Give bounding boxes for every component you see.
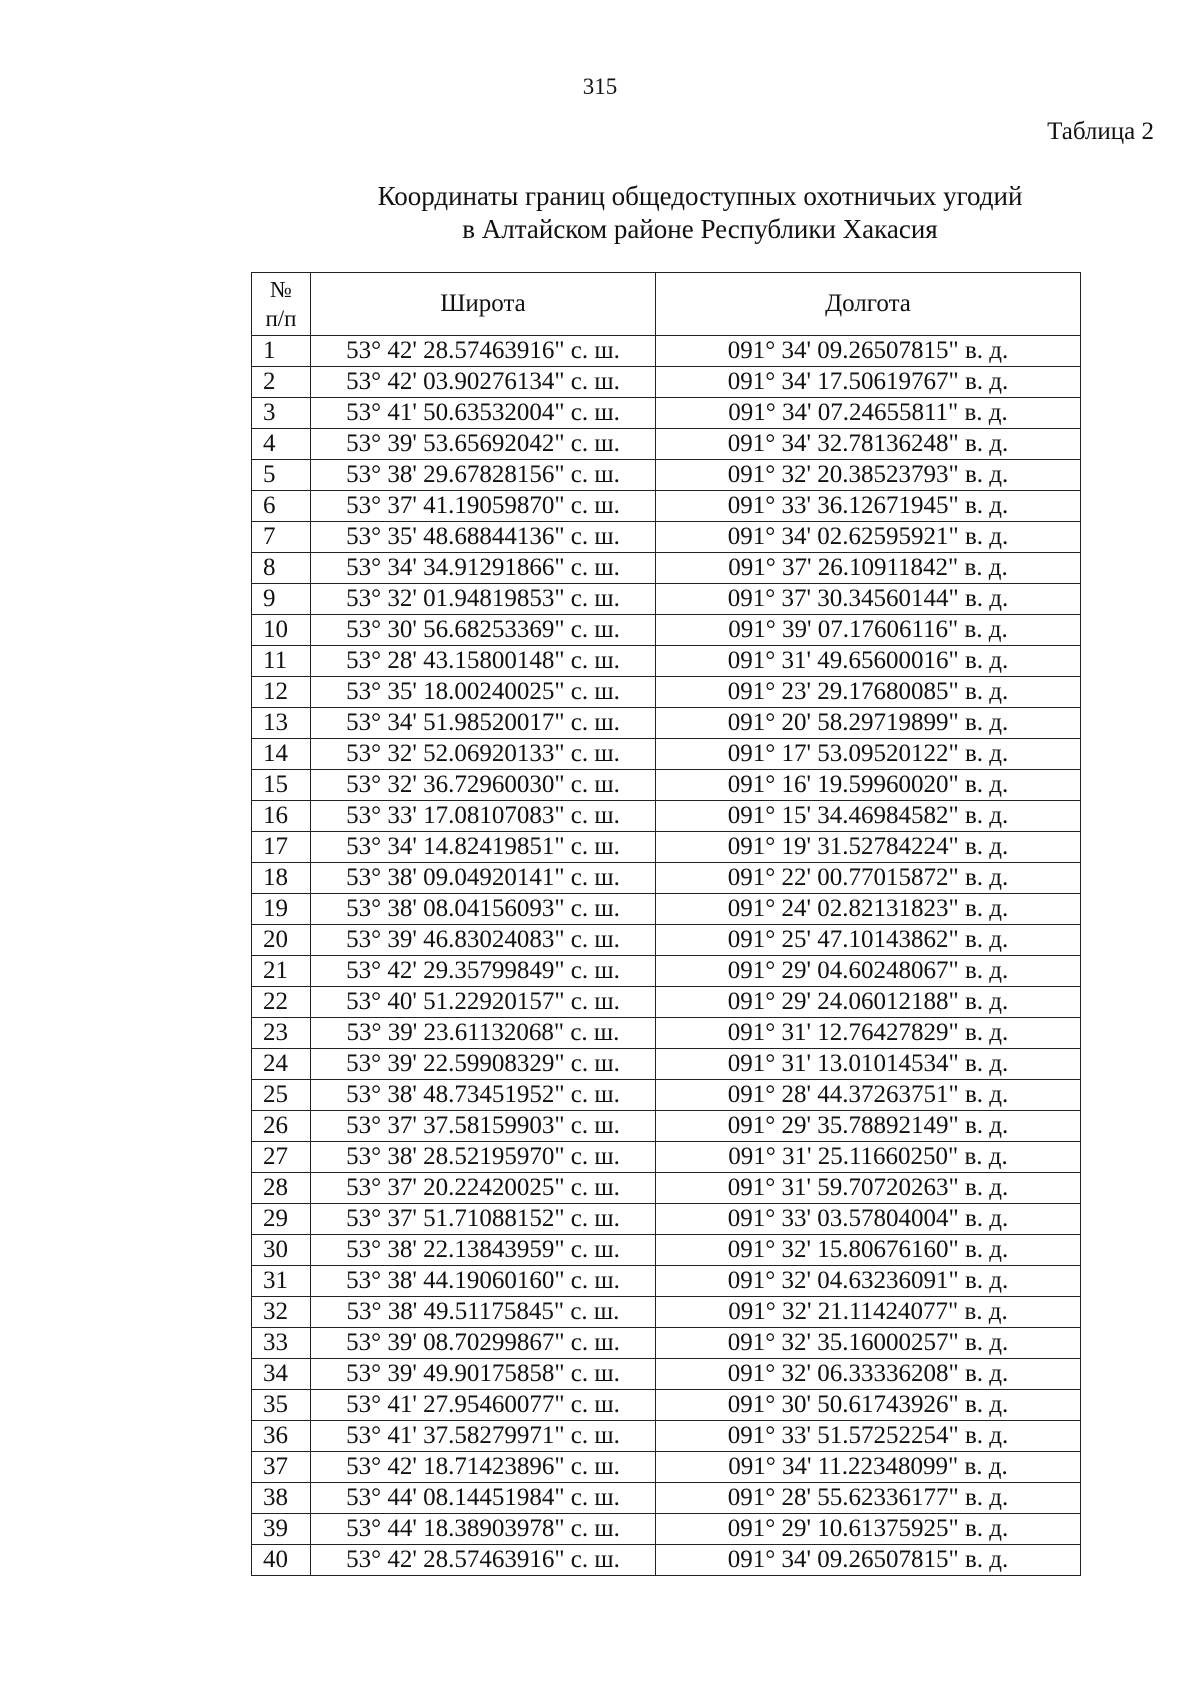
latitude-cell: 53° 33' 17.08107083" с. ш. [311, 801, 656, 832]
row-number-cell: 11 [252, 646, 311, 677]
table-row [252, 1359, 1081, 1390]
latitude-cell: 53° 39' 23.61132068" с. ш. [311, 1018, 656, 1049]
latitude-cell: 53° 38' 09.04920141" с. ш. [311, 863, 656, 894]
longitude-cell: 091° 24' 02.82131823" в. д. [656, 894, 1081, 925]
longitude-cell: 091° 32' 20.38523793" в. д. [656, 460, 1081, 491]
latitude-cell: 53° 42' 28.57463916" с. ш. [311, 336, 656, 367]
latitude-cell: 53° 44' 08.14451984" с. ш. [311, 1483, 656, 1514]
longitude-cell: 091° 32' 35.16000257" в. д. [656, 1328, 1081, 1359]
table-row [252, 677, 1081, 708]
row-number-cell: 5 [252, 460, 311, 491]
table-body [252, 336, 1081, 1576]
latitude-cell: 53° 42' 18.71423896" с. ш. [311, 1452, 656, 1483]
longitude-cell: 091° 15' 34.46984582" в. д. [656, 801, 1081, 832]
row-number-cell: 20 [252, 925, 311, 956]
longitude-cell: 091° 31' 25.11660250" в. д. [656, 1142, 1081, 1173]
row-number-cell: 38 [252, 1483, 311, 1514]
row-number-cell: 12 [252, 677, 311, 708]
latitude-cell: 53° 38' 28.52195970" с. ш. [311, 1142, 656, 1173]
table-row [252, 1514, 1081, 1545]
table-row [252, 987, 1081, 1018]
latitude-cell: 53° 34' 34.91291866" с. ш. [311, 553, 656, 584]
latitude-cell: 53° 30' 56.68253369" с. ш. [311, 615, 656, 646]
longitude-cell: 091° 22' 00.77015872" в. д. [656, 863, 1081, 894]
table-row [252, 801, 1081, 832]
latitude-cell: 53° 38' 48.73451952" с. ш. [311, 1080, 656, 1111]
longitude-cell: 091° 23' 29.17680085" в. д. [656, 677, 1081, 708]
row-number-cell: 31 [252, 1266, 311, 1297]
table-row [252, 1297, 1081, 1328]
latitude-cell: 53° 42' 28.57463916" с. ш. [311, 1545, 656, 1576]
row-number-cell: 39 [252, 1514, 311, 1545]
table-row [252, 460, 1081, 491]
table-row [252, 1545, 1081, 1576]
row-number-cell: 13 [252, 708, 311, 739]
longitude-cell: 091° 32' 06.33336208" в. д. [656, 1359, 1081, 1390]
document-title-line-2: в Алтайском районе Республики Хакасия [462, 214, 938, 244]
row-number-cell: 14 [252, 739, 311, 770]
table-row [252, 646, 1081, 677]
table-row [252, 398, 1081, 429]
longitude-cell: 091° 29' 35.78892149" в. д. [656, 1111, 1081, 1142]
row-number-cell: 3 [252, 398, 311, 429]
row-number-cell: 8 [252, 553, 311, 584]
row-number-cell: 28 [252, 1173, 311, 1204]
row-number-cell: 34 [252, 1359, 311, 1390]
row-number-cell: 6 [252, 491, 311, 522]
row-number-cell: 9 [252, 584, 311, 615]
row-number-cell: 16 [252, 801, 311, 832]
longitude-cell: 091° 32' 21.11424077" в. д. [656, 1297, 1081, 1328]
longitude-cell: 091° 19' 31.52784224" в. д. [656, 832, 1081, 863]
latitude-cell: 53° 28' 43.15800148" с. ш. [311, 646, 656, 677]
longitude-cell: 091° 34' 17.50619767" в. д. [656, 367, 1081, 398]
row-number-cell: 2 [252, 367, 311, 398]
longitude-cell: 091° 31' 12.76427829" в. д. [656, 1018, 1081, 1049]
longitude-cell: 091° 34' 09.26507815" в. д. [656, 1545, 1081, 1576]
longitude-cell: 091° 34' 11.22348099" в. д. [656, 1452, 1081, 1483]
latitude-cell: 53° 37' 37.58159903" с. ш. [311, 1111, 656, 1142]
latitude-cell: 53° 38' 49.51175845" с. ш. [311, 1297, 656, 1328]
table-row [252, 863, 1081, 894]
longitude-cell: 091° 30' 50.61743926" в. д. [656, 1390, 1081, 1421]
table-row [252, 429, 1081, 460]
column-header-number [252, 273, 311, 336]
longitude-cell: 091° 33' 51.57252254" в. д. [656, 1421, 1081, 1452]
table-row [252, 708, 1081, 739]
row-number-cell: 7 [252, 522, 311, 553]
table-row [252, 1142, 1081, 1173]
latitude-cell: 53° 39' 08.70299867" с. ш. [311, 1328, 656, 1359]
row-number-cell: 37 [252, 1452, 311, 1483]
table-row [252, 1328, 1081, 1359]
table-row [252, 1111, 1081, 1142]
column-header-latitude: Широта [311, 273, 656, 336]
longitude-cell: 091° 34' 09.26507815" в. д. [656, 336, 1081, 367]
longitude-cell: 091° 37' 26.10911842" в. д. [656, 553, 1081, 584]
longitude-cell: 091° 29' 24.06012188" в. д. [656, 987, 1081, 1018]
longitude-cell: 091° 31' 13.01014534" в. д. [656, 1049, 1081, 1080]
table-row [252, 1483, 1081, 1514]
row-number-cell: 19 [252, 894, 311, 925]
document-title [250, 180, 1150, 246]
column-header-number-line-1: № [270, 277, 292, 302]
longitude-cell: 091° 32' 15.80676160" в. д. [656, 1235, 1081, 1266]
table-row [252, 584, 1081, 615]
latitude-cell: 53° 38' 29.67828156" с. ш. [311, 460, 656, 491]
row-number-cell: 18 [252, 863, 311, 894]
latitude-cell: 53° 41' 27.95460077" с. ш. [311, 1390, 656, 1421]
longitude-cell: 091° 20' 58.29719899" в. д. [656, 708, 1081, 739]
row-number-cell: 29 [252, 1204, 311, 1235]
table-row [252, 491, 1081, 522]
latitude-cell: 53° 42' 03.90276134" с. ш. [311, 367, 656, 398]
row-number-cell: 4 [252, 429, 311, 460]
table-row [252, 1204, 1081, 1235]
latitude-cell: 53° 37' 20.22420025" с. ш. [311, 1173, 656, 1204]
table-row [252, 1173, 1081, 1204]
table-row [252, 1018, 1081, 1049]
latitude-cell: 53° 32' 36.72960030" с. ш. [311, 770, 656, 801]
column-header-number-line-2: п/п [265, 306, 297, 331]
table-row [252, 1452, 1081, 1483]
longitude-cell: 091° 37' 30.34560144" в. д. [656, 584, 1081, 615]
latitude-cell: 53° 35' 48.68844136" с. ш. [311, 522, 656, 553]
latitude-cell: 53° 38' 22.13843959" с. ш. [311, 1235, 656, 1266]
table-row [252, 894, 1081, 925]
latitude-cell: 53° 41' 37.58279971" с. ш. [311, 1421, 656, 1452]
table-row [252, 1235, 1081, 1266]
latitude-cell: 53° 34' 51.98520017" с. ш. [311, 708, 656, 739]
row-number-cell: 21 [252, 956, 311, 987]
longitude-cell: 091° 28' 55.62336177" в. д. [656, 1483, 1081, 1514]
row-number-cell: 27 [252, 1142, 311, 1173]
latitude-cell: 53° 37' 51.71088152" с. ш. [311, 1204, 656, 1235]
longitude-cell: 091° 31' 49.65600016" в. д. [656, 646, 1081, 677]
longitude-cell: 091° 17' 53.09520122" в. д. [656, 739, 1081, 770]
column-header-longitude: Долгота [656, 273, 1081, 336]
longitude-cell: 091° 33' 03.57804004" в. д. [656, 1204, 1081, 1235]
longitude-cell: 091° 31' 59.70720263" в. д. [656, 1173, 1081, 1204]
document-title-line-1: Координаты границ общедоступных охотничьих угодий [377, 181, 1023, 211]
row-number-cell: 32 [252, 1297, 311, 1328]
page-number: 315 [582, 74, 618, 99]
longitude-cell: 091° 29' 04.60248067" в. д. [656, 956, 1081, 987]
row-number-cell: 40 [252, 1545, 311, 1576]
table-row [252, 956, 1081, 987]
longitude-cell: 091° 39' 07.17606116" в. д. [656, 615, 1081, 646]
latitude-cell: 53° 35' 18.00240025" с. ш. [311, 677, 656, 708]
row-number-cell: 35 [252, 1390, 311, 1421]
row-number-cell: 23 [252, 1018, 311, 1049]
table-row [252, 832, 1081, 863]
longitude-cell: 091° 29' 10.61375925" в. д. [656, 1514, 1081, 1545]
row-number-cell: 22 [252, 987, 311, 1018]
row-number-cell: 15 [252, 770, 311, 801]
latitude-cell: 53° 39' 53.65692042" с. ш. [311, 429, 656, 460]
table-row [252, 522, 1081, 553]
row-number-cell: 24 [252, 1049, 311, 1080]
longitude-cell: 091° 34' 07.24655811" в. д. [656, 398, 1081, 429]
longitude-cell: 091° 28' 44.37263751" в. д. [656, 1080, 1081, 1111]
table-row [252, 553, 1081, 584]
table-row [252, 1080, 1081, 1111]
table-label: Таблица 2 [1047, 118, 1154, 145]
longitude-cell: 091° 16' 19.59960020" в. д. [656, 770, 1081, 801]
row-number-cell: 30 [252, 1235, 311, 1266]
longitude-cell: 091° 25' 47.10143862" в. д. [656, 925, 1081, 956]
latitude-cell: 53° 32' 01.94819853" с. ш. [311, 584, 656, 615]
latitude-cell: 53° 41' 50.63532004" с. ш. [311, 398, 656, 429]
longitude-cell: 091° 34' 02.62595921" в. д. [656, 522, 1081, 553]
row-number-cell: 36 [252, 1421, 311, 1452]
latitude-cell: 53° 34' 14.82419851" с. ш. [311, 832, 656, 863]
longitude-cell: 091° 33' 36.12671945" в. д. [656, 491, 1081, 522]
latitude-cell: 53° 38' 44.19060160" с. ш. [311, 1266, 656, 1297]
table-row [252, 336, 1081, 367]
table-row [252, 1049, 1081, 1080]
table-row [252, 925, 1081, 956]
latitude-cell: 53° 37' 41.19059870" с. ш. [311, 491, 656, 522]
row-number-cell: 26 [252, 1111, 311, 1142]
latitude-cell: 53° 39' 49.90175858" с. ш. [311, 1359, 656, 1390]
table-row [252, 1390, 1081, 1421]
latitude-cell: 53° 32' 52.06920133" с. ш. [311, 739, 656, 770]
table-row [252, 615, 1081, 646]
latitude-cell: 53° 38' 08.04156093" с. ш. [311, 894, 656, 925]
table-row [252, 1421, 1081, 1452]
coordinates-table [251, 272, 1081, 1576]
row-number-cell: 10 [252, 615, 311, 646]
latitude-cell: 53° 39' 22.59908329" с. ш. [311, 1049, 656, 1080]
table-row [252, 1266, 1081, 1297]
row-number-cell: 33 [252, 1328, 311, 1359]
row-number-cell: 25 [252, 1080, 311, 1111]
table-header-row [252, 273, 1081, 336]
row-number-cell: 1 [252, 336, 311, 367]
latitude-cell: 53° 39' 46.83024083" с. ш. [311, 925, 656, 956]
latitude-cell: 53° 42' 29.35799849" с. ш. [311, 956, 656, 987]
table-row [252, 770, 1081, 801]
latitude-cell: 53° 40' 51.22920157" с. ш. [311, 987, 656, 1018]
longitude-cell: 091° 34' 32.78136248" в. д. [656, 429, 1081, 460]
row-number-cell: 17 [252, 832, 311, 863]
table-row [252, 739, 1081, 770]
latitude-cell: 53° 44' 18.38903978" с. ш. [311, 1514, 656, 1545]
table-row [252, 367, 1081, 398]
longitude-cell: 091° 32' 04.63236091" в. д. [656, 1266, 1081, 1297]
